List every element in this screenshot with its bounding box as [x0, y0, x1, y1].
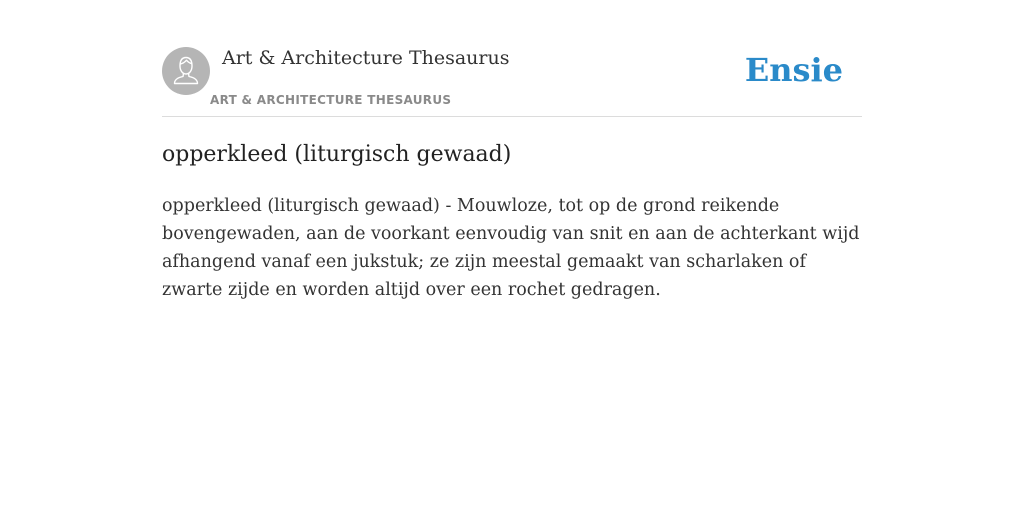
article-title: opperkleed (liturgisch gewaad): [162, 142, 512, 167]
avatar[interactable]: [162, 47, 210, 95]
author-subtitle: ART & ARCHITECTURE THESAURUS: [210, 93, 452, 107]
user-silhouette-icon: [162, 47, 210, 95]
article-body: opperkleed (liturgisch gewaad) - Mouwloze, tot op de grond reikende bovengewaden, aan de voorkant eenvoudig van snit en aan de achterkant wijd afhangend vanaf een jukstuk; ze zijn meestal gemaakt van scharlaken of zwarte zijde en worden altijd over een rochet gedragen.: [162, 196, 860, 300]
ensie-logo[interactable]: Ensie: [744, 51, 843, 89]
author-name[interactable]: Art & Architecture Thesaurus: [222, 47, 510, 69]
author-header: [162, 46, 862, 117]
